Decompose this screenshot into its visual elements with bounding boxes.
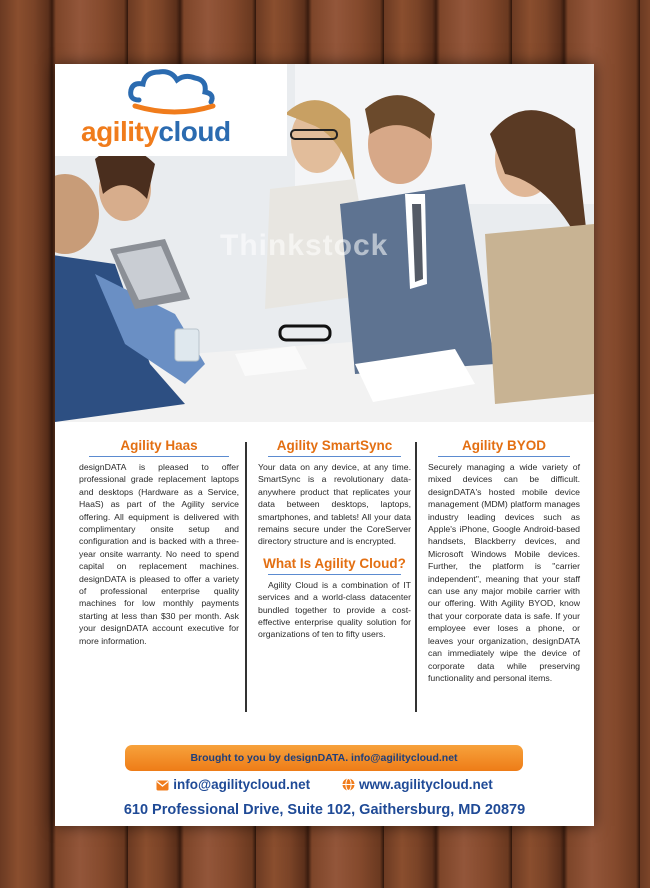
business-meeting-photo [55, 64, 594, 422]
heading-underline [268, 574, 401, 575]
website-contact[interactable] [342, 777, 493, 792]
flyer [55, 64, 594, 826]
cloud-logo-icon [125, 66, 225, 116]
brought-to-you-banner: Brought to you by designDATA. info@agilitycloud.net [125, 745, 523, 771]
logo-word-agility: agility [81, 116, 159, 147]
logo-wordmark [81, 116, 231, 148]
globe-icon [342, 778, 355, 791]
logo-word-cloud: cloud [158, 116, 231, 147]
heading-agility-smartsync: Agility SmartSync [276, 438, 393, 453]
email-contact[interactable] [156, 777, 310, 792]
column-smartsync [258, 422, 411, 641]
contact-line [55, 777, 594, 792]
column-divider-2 [415, 442, 417, 712]
body-agility-smartsync: Your data on any device, at any time. SmartSync is a revolutionary data-anywhere product that replicates your data between desktops, laptops, smartphones, and tablets! All your data remains secure under the CoreServer directory structure and is encrypted. [258, 462, 411, 547]
column-haas [79, 422, 239, 647]
heading-underline [268, 456, 401, 457]
heading-agility-haas: Agility Haas [120, 438, 198, 453]
email-icon [156, 780, 169, 791]
logo [55, 64, 287, 156]
watermark-text: Thinkstock [220, 229, 389, 262]
heading-agility-byod: Agility BYOD [461, 438, 546, 453]
address-line: 610 Professional Drive, Suite 102, Gaithersburg, MD 20879 [123, 802, 526, 818]
column-byod [428, 422, 580, 684]
website-text: www.agilitycloud.net [358, 777, 493, 792]
email-text: info@agilitycloud.net [173, 777, 311, 792]
content-columns [55, 422, 594, 722]
heading-underline [89, 456, 229, 457]
body-agility-haas: designDATA is pleased to offer professional grade replacement laptops and desktops (Hardware as a Service, HaaS) as part of the Agility service offering. All equipment is delivered with complimentary onsite setup and configuration and is backed with a three-year onsite warranty. No need to spend capital on replacement machines. designDATA is pleased to offer a variety of professional enterprise quality machines for low monthly payments starting at less than $30 per month. Ask your designDATA account executive for more information. [79, 462, 239, 646]
heading-underline [438, 456, 570, 457]
body-what-is-agility-cloud: Agility Cloud is a combination of IT services and a world-class datacenter bundled together to provide a cost-effective enterprise quality solution for organizations of ten to fifty users. [258, 579, 411, 640]
body-agility-byod: Securely managing a wide variety of mixed devices can be difficult. designDATA's hosted mobile device management (MDM) platform manages industry leading devices such as Apple's iPhone, Google Android-based handsets, Blackberry devices, and Microsoft Windows Mobile devices. Further, the platform is "carrier independent", meaning that your staff can use any major mobile carrier with our offering. With Agility BYOD, know that your corporate data is safe. If your employee ever loses a phone, or leaves your organization, designDATA can immediately wipe the device of corporate data while preserving functionality and personal items. [428, 462, 580, 683]
column-divider-1 [245, 442, 247, 712]
heading-what-is-agility-cloud: What Is Agility Cloud? [263, 555, 406, 571]
